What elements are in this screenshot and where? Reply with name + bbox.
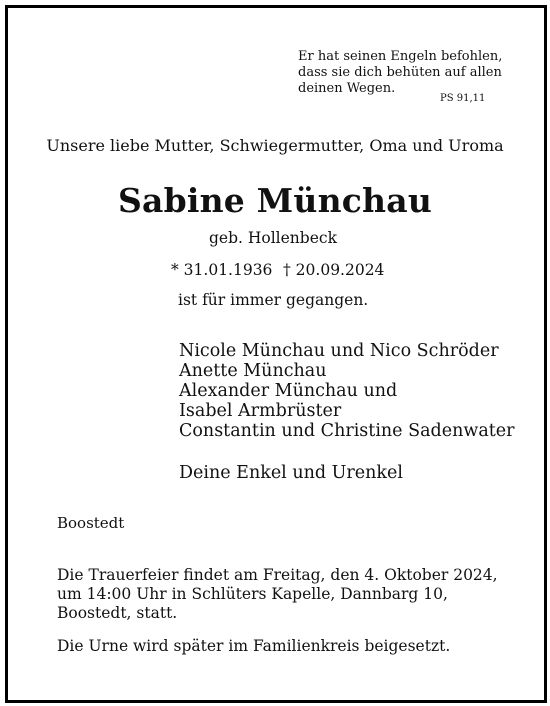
- service-line: um 14:00 Uhr in Schlüters Kapelle, Dannbarg 10,: [57, 585, 448, 603]
- mourner-line: Nicole Münchau und Nico Schröder: [179, 341, 499, 361]
- verse-line: deinen Wegen.: [298, 81, 396, 96]
- mourner-line: Alexander Münchau und: [179, 381, 398, 401]
- service-line: Boostedt, statt.: [57, 604, 178, 622]
- service-line: Die Trauerfeier findet am Freitag, den 4. Oktober 2024,: [57, 566, 498, 584]
- death-date: † 20.09.2024: [283, 261, 385, 279]
- funeral-service-info: [57, 566, 498, 623]
- mourner-line: Isabel Armbrüster: [179, 401, 342, 421]
- bible-verse: [298, 49, 502, 97]
- birth-date: * 31.01.1936: [171, 261, 273, 279]
- verse-line: Er hat seinen Engeln befohlen,: [298, 49, 503, 64]
- mourner-line: Anette Münchau: [179, 361, 327, 381]
- place-name: Boostedt: [57, 514, 125, 532]
- mourner-line: Constantin und Christine Sadenwater: [179, 421, 515, 441]
- maiden-name: geb. Hollenbeck: [209, 229, 337, 247]
- grandchildren-line: Deine Enkel und Urenkel: [179, 463, 403, 483]
- deceased-name: Sabine Münchau: [117, 181, 433, 220]
- verse-line: dass sie dich behüten auf allen: [298, 65, 502, 80]
- intro-line: Unsere liebe Mutter, Schwiegermutter, Oma und Uroma: [46, 136, 504, 155]
- urn-note: Die Urne wird später im Familienkreis beigesetzt.: [57, 637, 451, 655]
- verse-reference: PS 91,11: [440, 93, 486, 104]
- mourners-list: [179, 341, 515, 441]
- passing-phrase: ist für immer gegangen.: [178, 291, 369, 309]
